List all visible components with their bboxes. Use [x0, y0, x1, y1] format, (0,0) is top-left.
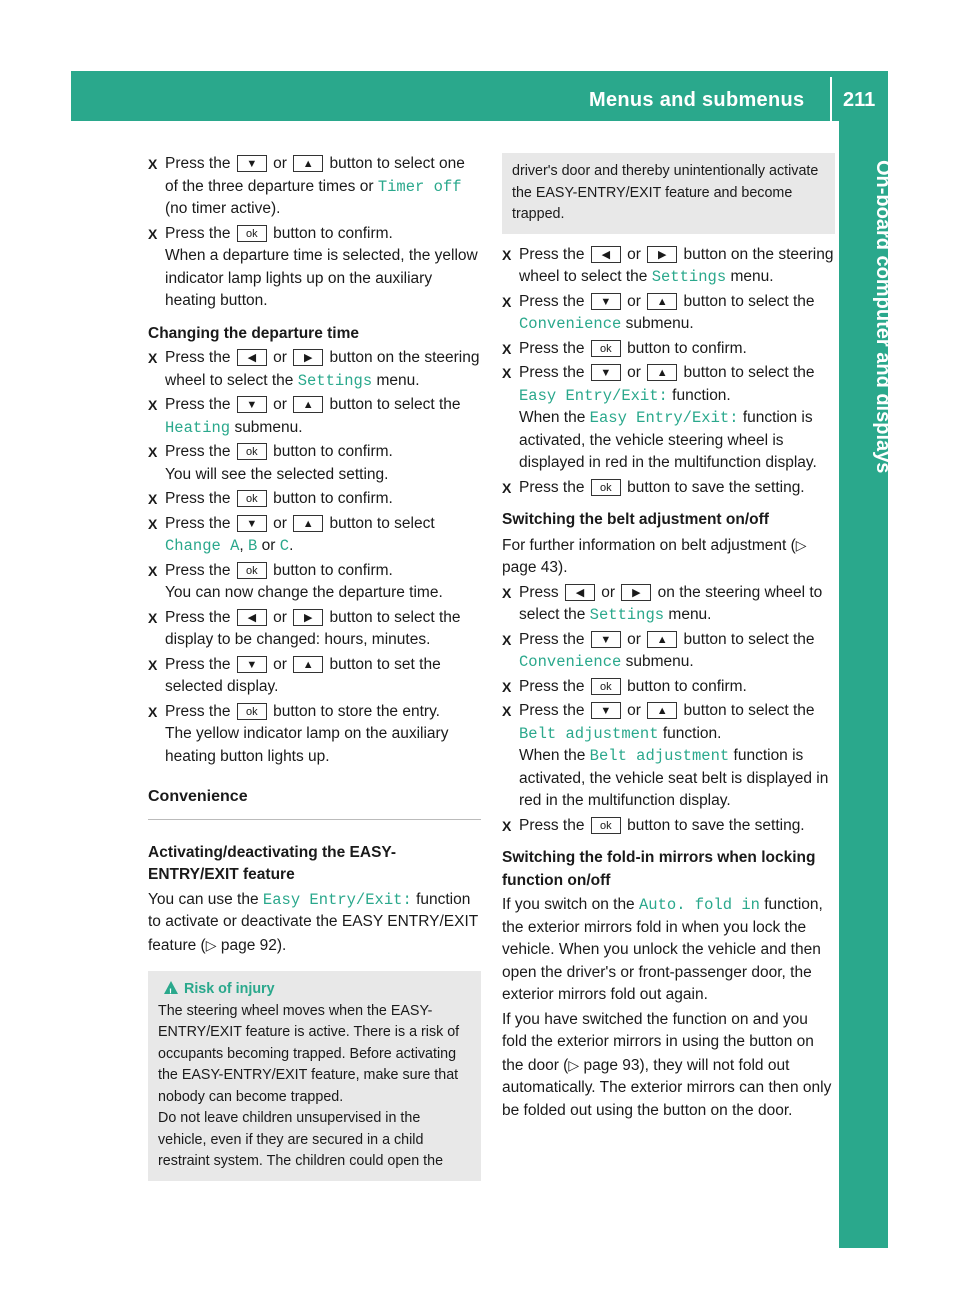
warning-text: Do not leave children unsupervised in the vehicle, even if they are secured in a child restraint system. The children could open the [158, 1110, 444, 1169]
right-key-icon: ▶ [647, 246, 677, 263]
text-run: function is activated, the vehicle steering wheel is displayed in red in the multifunction display. [519, 409, 817, 471]
text-run: button to select one of the three departure times or [165, 155, 465, 195]
menu-term: Settings [589, 606, 665, 624]
text-run: When the [519, 409, 586, 426]
subheading: Switching the fold-in mirrors when locking function on/off [502, 849, 816, 889]
left-key-icon: ◀ [565, 584, 595, 601]
menu-term: Timer off [377, 177, 462, 196]
down-key-icon: ▼ [237, 515, 267, 532]
text-run: button to save the setting. [627, 816, 805, 834]
menu-term: Change A [165, 537, 240, 555]
ok-key-icon: ok [237, 225, 267, 242]
text-run: button to select the [683, 292, 815, 310]
text-run: button to select the [683, 630, 815, 648]
menu-term: B [248, 537, 258, 555]
step [502, 629, 835, 674]
menu-term: Convenience [519, 315, 622, 333]
step [502, 700, 835, 813]
text-run: button to select the [683, 702, 815, 719]
down-key-icon: ▼ [237, 155, 267, 172]
text-run: button on the steering wheel to select the [165, 349, 480, 389]
text-run: Press the [165, 655, 231, 673]
step [502, 362, 835, 475]
text-run: page 43). [502, 559, 568, 576]
text-run: Press the [165, 155, 231, 172]
text-run: (no timer active). [165, 200, 281, 217]
section-heading: Convenience [148, 786, 481, 820]
menu-term: Auto. fold in [639, 896, 760, 914]
down-key-icon: ▼ [237, 656, 267, 673]
step [502, 244, 835, 289]
ok-key-icon: ok [591, 678, 621, 695]
warning-text: The steering wheel moves when the EASY-ENTRY/EXIT feature is active. There is a risk of occupants becoming trapped. Before activating the EASY-ENTRY/EXIT feature, make sure that nobody can become trapped. [158, 1002, 460, 1105]
text-run: or [273, 396, 287, 413]
up-key-icon: ▲ [647, 702, 677, 719]
step: X Press the ▼ or ▲ button to select Change A, B or C. [148, 513, 481, 558]
ok-key-icon: ok [591, 340, 621, 357]
menu-term: Belt adjustment [589, 747, 730, 765]
text-run: button to select the [329, 396, 461, 413]
text-run: or [273, 155, 287, 172]
subheading: Changing the departure time [148, 324, 359, 342]
text-run: Press [519, 583, 559, 601]
step [148, 607, 481, 652]
text-run: Press the [165, 396, 231, 413]
text-run: or [273, 514, 287, 532]
up-key-icon: ▲ [293, 515, 323, 532]
up-key-icon: ▲ [293, 396, 323, 413]
text-run: Press the [165, 514, 231, 532]
text-run: button to confirm. [627, 339, 747, 357]
step [148, 488, 481, 511]
text-run: You can use the [148, 890, 259, 908]
ok-key-icon: ok [237, 443, 267, 460]
step [502, 676, 835, 699]
right-column [502, 153, 835, 1124]
menu-term: Heating [165, 418, 231, 437]
text-run: Risk of injury [184, 981, 275, 997]
text-run: function, the exterior mirrors fold in when you lock the vehicle. When you unlock the vehicle and then open the driver's or front-passenger door, the exterior mirrors fold out again. [502, 896, 823, 1003]
down-key-icon: ▼ [591, 702, 621, 719]
section-title: Menus and submenus [589, 89, 805, 111]
text-run: Press the [519, 478, 585, 496]
text-run: or [627, 292, 641, 310]
menu-term: C [279, 537, 290, 555]
step [148, 654, 481, 699]
step [502, 338, 835, 361]
text-run: or [261, 537, 276, 554]
right-key-icon: ▶ [293, 609, 323, 626]
menu-term: Belt adjustment [519, 724, 659, 743]
text-run: button to confirm. [627, 677, 747, 695]
text-run: When a departure time is selected, the yellow indicator lamp lights up on the auxiliary heating button. [165, 247, 478, 309]
step [148, 701, 481, 769]
text-run: Press the [519, 245, 585, 263]
ok-key-icon: ok [237, 703, 267, 720]
text-run: on the steering wheel to select the [519, 583, 823, 623]
text-run: Press the [519, 677, 585, 695]
text-run: button to select the display to be changed: hours, minutes. [165, 608, 461, 648]
ok-key-icon: ok [237, 490, 267, 507]
text-run: If you switch on the [502, 896, 635, 913]
text-run: menu. [730, 268, 774, 285]
text-run: If you have switched the function on and you fold the exterior mirrors in using the button on the door ( [502, 1010, 814, 1074]
text-run: button on the steering wheel to select the [519, 245, 834, 285]
paragraph [502, 534, 835, 580]
text-run: or [601, 583, 616, 601]
text-run: button to confirm. [273, 224, 393, 242]
up-key-icon: ▲ [647, 631, 677, 648]
text-run: button to confirm. [273, 561, 393, 579]
left-key-icon: ◀ [591, 246, 621, 263]
menu-term: Easy Entry/Exit: [262, 890, 412, 909]
ok-key-icon: ok [591, 479, 621, 496]
text-run: submenu. [625, 315, 694, 332]
text-run: function. [672, 386, 731, 404]
text-run: submenu. [234, 418, 303, 436]
text-run: button to confirm. [273, 490, 393, 507]
paragraph [148, 889, 481, 958]
warning-icon [164, 981, 178, 994]
left-column [148, 153, 481, 1191]
warning-box-continued: driver's door and thereby unintentionally activate the EASY-ENTRY/EXIT feature and become trapped. [502, 153, 835, 234]
text-run: Press the [165, 490, 231, 507]
right-key-icon: ▶ [621, 584, 651, 601]
text-run: menu. [376, 371, 420, 389]
up-key-icon: ▲ [293, 656, 323, 673]
page-ref-icon: ▷ [568, 1056, 580, 1073]
text-run: button to store the entry. [273, 702, 440, 720]
page-number: 211 [843, 89, 876, 111]
down-key-icon: ▼ [591, 364, 621, 381]
text-run: Press the [519, 364, 585, 381]
header-divider [830, 77, 832, 121]
text-run: or [273, 608, 287, 626]
left-key-icon: ◀ [237, 349, 267, 366]
menu-term: Easy Entry/Exit: [519, 386, 668, 405]
text-run: function to activate or deactivate the EASY ENTRY/EXIT feature ( [148, 890, 478, 954]
text-run: or [627, 702, 641, 719]
text-run: submenu. [625, 653, 694, 670]
text-run: button to set the selected display. [165, 655, 441, 695]
text-run: button to confirm. [273, 443, 393, 460]
text-run: or [627, 245, 641, 263]
text-run: Press the [519, 630, 585, 648]
text-run: Press the [165, 561, 231, 579]
subheading: Activating/deactivating the EASY-ENTRY/EXIT feature [148, 843, 397, 883]
text-run: You will see the selected setting. [165, 465, 389, 483]
ok-key-icon: ok [591, 817, 621, 834]
step [148, 347, 481, 392]
step [148, 441, 481, 486]
down-key-icon: ▼ [591, 631, 621, 648]
left-key-icon: ◀ [237, 609, 267, 626]
text-run: or [273, 349, 287, 366]
right-key-icon: ▶ [293, 349, 323, 366]
text-run: or [627, 630, 641, 648]
menu-term: Settings [297, 371, 373, 390]
text-run: function. [662, 724, 722, 742]
text-run: Press the [165, 702, 231, 720]
warning-box [148, 971, 481, 1181]
chapter-tab-label: On-board computer and displays [872, 160, 894, 474]
text-run: Press the [165, 224, 231, 242]
text-run: Press the [165, 349, 231, 366]
step [502, 291, 835, 336]
text-run: Press the [519, 339, 585, 357]
text-run: page 92). [220, 936, 287, 954]
menu-term: Easy Entry/Exit: [589, 409, 739, 427]
text-run: You can now change the departure time. [165, 584, 443, 601]
warning-title [158, 979, 471, 1001]
up-key-icon: ▲ [647, 293, 677, 310]
text-run: Press the [519, 292, 585, 310]
text-run: button to select [329, 514, 435, 532]
up-key-icon: ▲ [293, 155, 323, 172]
step [148, 223, 481, 313]
paragraph [502, 894, 835, 1007]
text-run: When the [519, 747, 586, 764]
step [502, 815, 835, 838]
down-key-icon: ▼ [591, 293, 621, 310]
text-run: Press the [519, 816, 585, 834]
text-run: page 93), they will not fold out automatically. The exterior mirrors can then only be folded out using the button on the door. [502, 1056, 832, 1119]
text-run: Press the [165, 443, 231, 460]
text-run: The yellow indicator lamp on the auxiliary heating button lights up. [165, 725, 449, 765]
text-run: Press the [165, 608, 231, 626]
up-key-icon: ▲ [647, 364, 677, 381]
ok-key-icon: ok [237, 562, 267, 579]
step [502, 477, 835, 500]
text-run: button to select the [683, 364, 815, 381]
text-run: or [627, 364, 641, 381]
text-run: Press the [519, 702, 585, 719]
step [148, 560, 481, 605]
paragraph [502, 1009, 835, 1123]
step [148, 394, 481, 439]
text-run: function is activated, the vehicle seat belt is displayed in red in the multifunction display. [519, 747, 829, 809]
page-ref-icon: ▷ [795, 536, 807, 553]
text-run: or [273, 655, 287, 673]
menu-term: Settings [651, 268, 727, 286]
text-run: button to save the setting. [627, 478, 805, 496]
down-key-icon: ▼ [237, 396, 267, 413]
subheading: Switching the belt adjustment on/off [502, 511, 769, 528]
text-run: menu. [668, 606, 712, 623]
page-ref-icon: ▷ [205, 936, 217, 953]
text-run: For further information on belt adjustment ( [502, 536, 796, 554]
step [148, 153, 481, 221]
menu-term: Convenience [519, 653, 622, 671]
step [502, 582, 835, 627]
